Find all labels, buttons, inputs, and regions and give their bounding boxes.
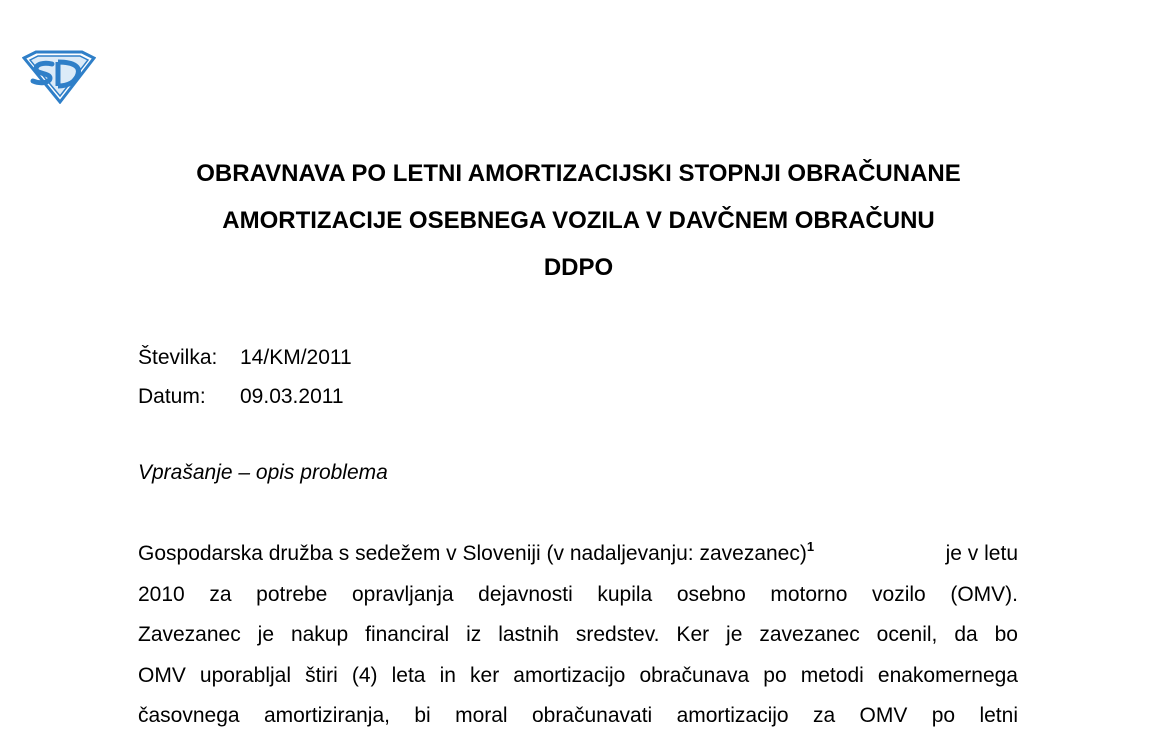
paragraph-line-1: [138, 534, 1018, 575]
paragraph-line-5: časovnega amortiziranja, bi moral obračunavati amortizacijo za OMV po letni: [138, 704, 1018, 727]
footnote-link[interactable]: 1: [806, 539, 815, 554]
title-line-1: OBRAVNAVA PO LETNI AMORTIZACIJSKI STOPNJI OBRAČUNANE: [196, 160, 961, 187]
paragraph-line-4: OMV uporabljal štiri (4) leta in ker amortizacijo obračunava po metodi enakomernega: [138, 663, 1018, 687]
paragraph-line-2: 2010 za potrebe opravljanja dejavnosti kupila osebno motorno vozilo (OMV).: [138, 582, 1018, 606]
number-label: Številka:: [138, 346, 218, 369]
paragraph-line-1-after: je v letu: [945, 542, 1018, 565]
paragraph-line-3: Zavezanec je nakup financiral iz lastnih sredstev. Ker je zavezanec ocenil, da bo: [138, 623, 1018, 646]
date-value: 09.03.2011: [240, 385, 344, 408]
paragraph-line-1-before: Gospodarska družba s sedežem v Sloveniji (v nadaljevanju: zavezanec): [138, 542, 807, 565]
number-value: 14/KM/2011: [240, 346, 352, 369]
date-row: [138, 377, 352, 416]
document-meta: [138, 338, 352, 416]
title-line-2: AMORTIZACIJE OSEBNEGA VOZILA V DAVČNEM OBRAČUNU: [222, 207, 935, 234]
number-row: [138, 338, 352, 377]
sd-shield-logo-icon: [22, 50, 96, 104]
date-label: Datum:: [138, 385, 206, 408]
document-title: [130, 150, 1027, 291]
paragraph-line-1-text: [138, 534, 814, 575]
title-line-3: DDPO: [543, 254, 614, 281]
question-heading: Vprašanje – opis problema: [138, 461, 388, 484]
company-logo: [22, 50, 96, 104]
body-paragraph: [138, 534, 1018, 737]
